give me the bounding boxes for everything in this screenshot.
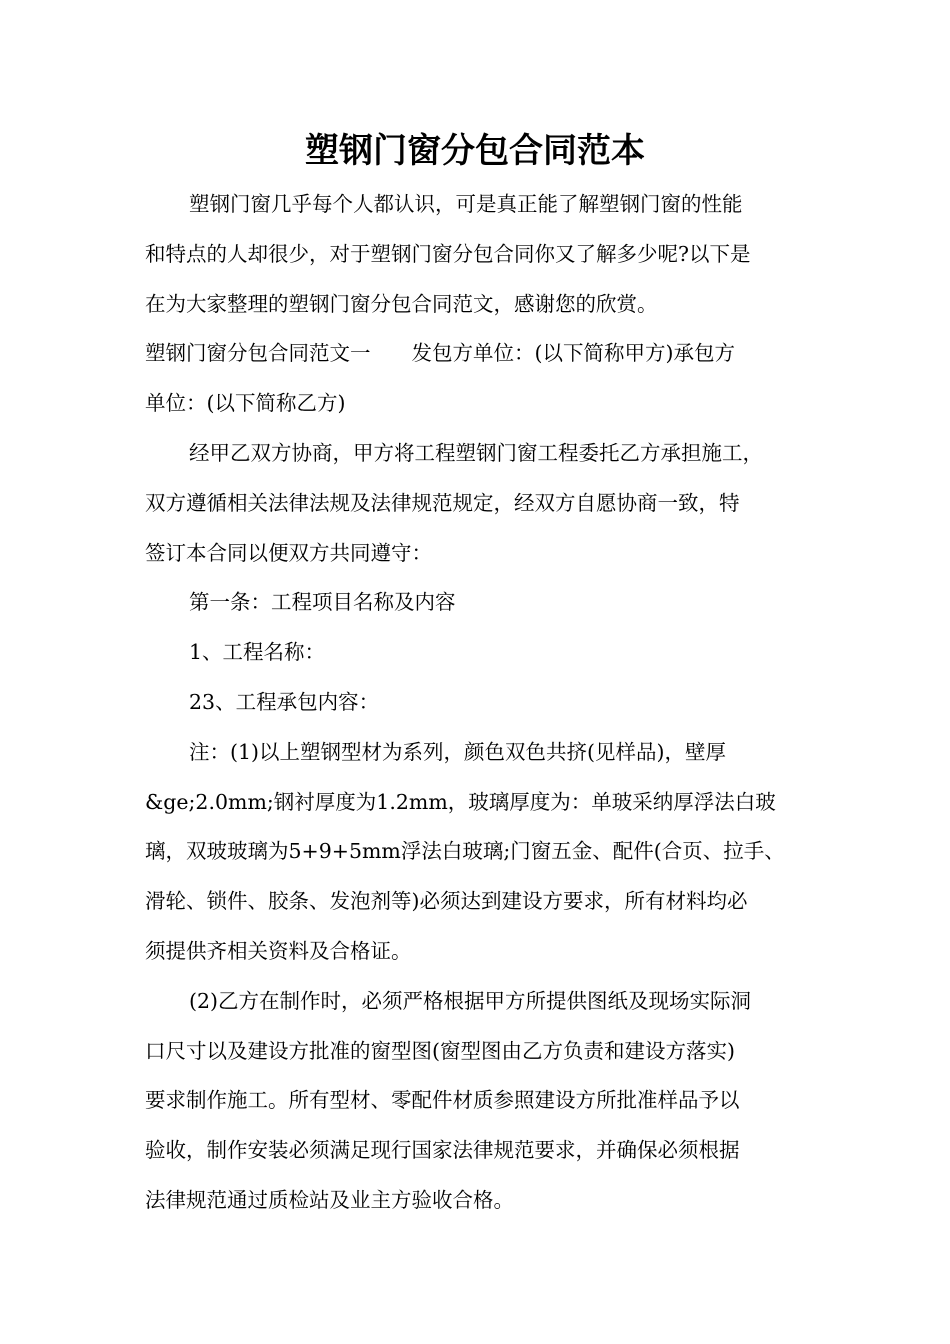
paragraph-line: 签订本合同以便双方共同遵守： bbox=[145, 540, 432, 565]
paragraph-line: 须提供齐相关资料及合格证。 bbox=[145, 938, 412, 963]
paragraph-line: 法律规范通过质检站及业主方验收合格。 bbox=[145, 1187, 514, 1212]
paragraph-line: 单位：(以下简称乙方) bbox=[145, 391, 346, 416]
document-title: 塑钢门窗分包合同范本 bbox=[305, 131, 645, 171]
paragraph-line: 璃，双玻玻璃为5+9+5mm浮法白玻璃;门窗五金、配件(合页、拉手、 bbox=[145, 839, 785, 864]
paragraph-line: 要求制作施工。所有型材、零配件材质参照建设方所批准样品予以 bbox=[145, 1088, 740, 1113]
section-heading: 第一条：工程项目名称及内容 bbox=[189, 590, 456, 615]
list-item: 1、工程名称： bbox=[189, 640, 326, 665]
paragraph-line: 口尺寸以及建设方批准的窗型图(窗型图由乙方负责和建设方落实) bbox=[145, 1038, 735, 1063]
list-item: 23、工程承包内容： bbox=[189, 689, 380, 714]
paragraph-line: &ge;2.0mm;钢衬厚度为1.2mm，玻璃厚度为：单玻采纳厚浮法白玻 bbox=[145, 789, 776, 814]
paragraph-line: 滑轮、锁件、胶条、发泡剂等)必须达到建设方要求，所有材料均必 bbox=[145, 889, 748, 914]
document-body bbox=[145, 180, 825, 1226]
paragraph-line: (2)乙方在制作时，必须严格根据甲方所提供图纸及现场实际洞 bbox=[189, 988, 752, 1013]
paragraph-line: 注：(1)以上塑钢型材为系列，颜色双色共挤(见样品)，壁厚 bbox=[189, 739, 727, 764]
paragraph-line: 塑钢门窗分包合同范文一 发包方单位：(以下简称甲方)承包方 bbox=[145, 341, 735, 366]
paragraph-line: 在为大家整理的塑钢门窗分包合同范文，感谢您的欣赏。 bbox=[145, 291, 658, 316]
paragraph-line: 和特点的人却很少，对于塑钢门窗分包合同你又了解多少呢?以下是 bbox=[145, 241, 751, 266]
paragraph-line: 双方遵循相关法律法规及法律规范规定，经双方自愿协商一致，特 bbox=[145, 490, 740, 515]
paragraph-line: 验收，制作安装必须满足现行国家法律规范要求，并确保必须根据 bbox=[145, 1138, 740, 1163]
paragraph-line: 经甲乙双方协商，甲方将工程塑钢门窗工程委托乙方承担施工， bbox=[189, 440, 763, 465]
paragraph-line: 塑钢门窗几乎每个人都认识，可是真正能了解塑钢门窗的性能 bbox=[189, 192, 743, 216]
